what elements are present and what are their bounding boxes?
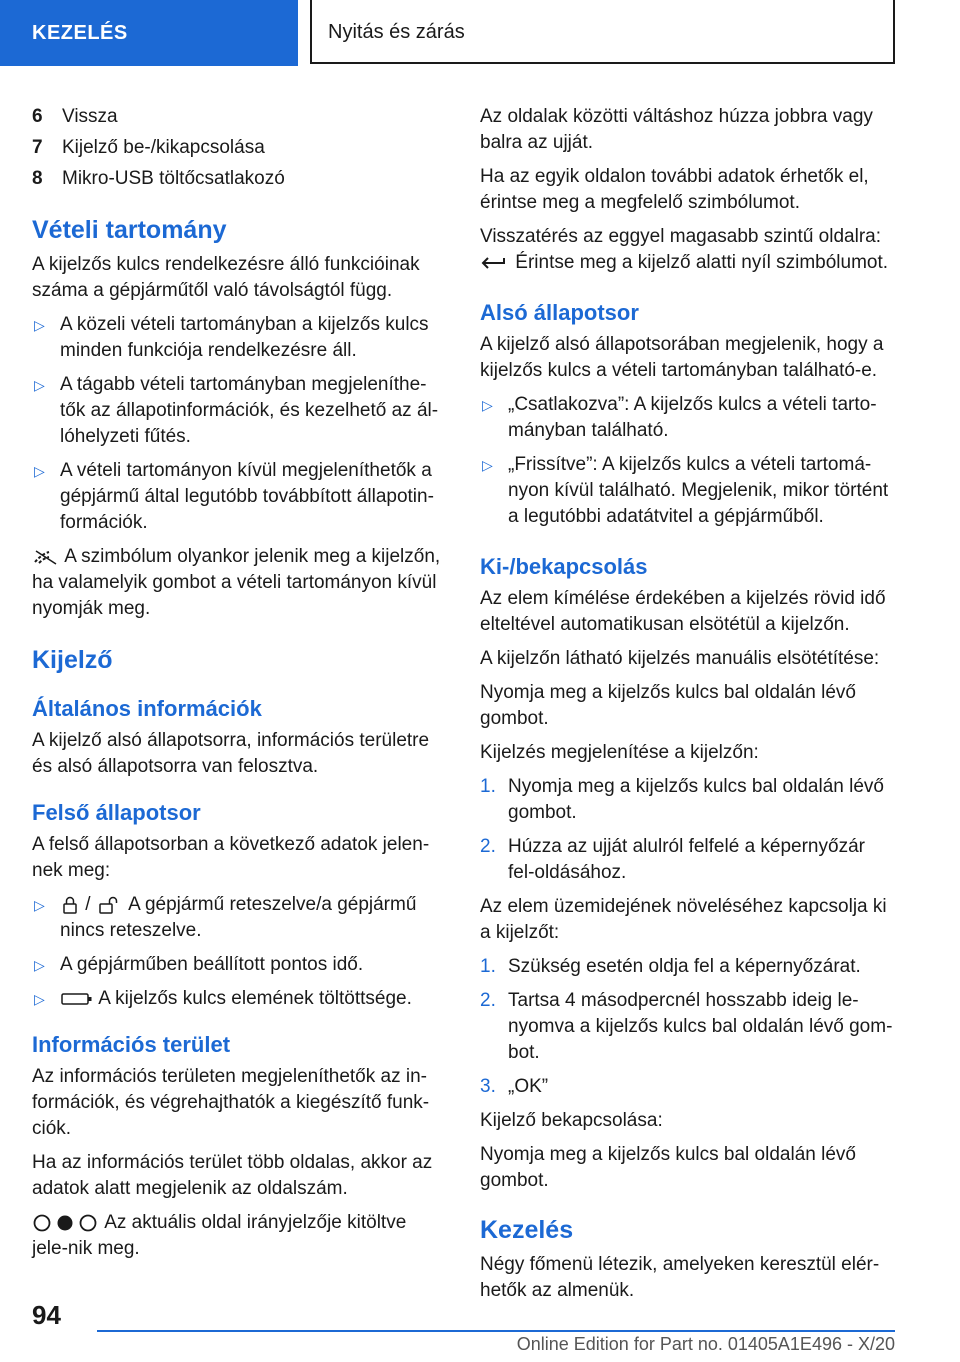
paragraph: Ha az egyik oldalon további adatok érhetők el, érintse meg a megfelelő szimbólumot. [480, 166, 869, 213]
paragraph: Nyomja meg a kijelzős kulcs bal oldalán lévő gombot. [480, 1144, 856, 1191]
list-item: ▷ / A gépjármű reteszelve/a gépjármű nincs reteszelve. [34, 894, 417, 941]
upper-status-list [32, 892, 442, 1012]
paragraph: Az elem üzemidejének növeléséhez kapcsolja ki a kijelzőt: [480, 896, 887, 943]
lower-status-list [480, 392, 895, 530]
heading-general-info: Általános információk [32, 696, 262, 721]
extend-steps-list [480, 954, 895, 1100]
paragraph: Az elem kímélése érdekében a kijelzés rövid idő elteltével automatikusan elsötétül a kijelzőn. [480, 588, 886, 635]
list-item: ▷ A közeli vételi tartományban a kijelzős kulcs minden funkciója rendelkezésre áll. [34, 314, 429, 361]
heading-operation: Kezelés [480, 1216, 574, 1244]
paragraph-page-indicator: Az aktuális oldal irányjelzője kitöltve jele-nik meg. [32, 1212, 407, 1259]
paragraph: Ha az információs terület több oldalas, akkor az adatok alatt megjelenik az oldalszám. [32, 1152, 433, 1199]
chapter-title: Nyitás és zárás [310, 0, 895, 64]
show-steps-list [480, 774, 895, 886]
out-of-range-signal-icon [32, 548, 60, 566]
paragraph: Négy főmenü létezik, amelyeken keresztül elér-hetők az almenük. [480, 1254, 880, 1301]
heading-upper-status-bar: Felső állapotsor [32, 800, 201, 825]
paragraph-symbol: A szimbólum olyankor jelenik meg a kijelzőn, ha valamelyik gombot a vételi tartományon kívül nyomják meg. [32, 546, 441, 619]
battery-icon [60, 991, 94, 1007]
left-column [32, 104, 442, 1270]
list-item: 3. „OK” [480, 1076, 549, 1097]
triangle-bullet-icon: ▷ [34, 463, 45, 479]
legend-item: 7 Kijelző be-/kikapcsolása [32, 137, 265, 158]
triangle-bullet-icon: ▷ [482, 457, 493, 473]
heading-on-off: Ki-/bekapcsolás [480, 554, 648, 579]
heading-info-area: Információs terület [32, 1032, 231, 1057]
triangle-bullet-icon: ▷ [34, 317, 45, 333]
heading-lower-status-bar: Alsó állapotsor [480, 300, 639, 325]
paragraph: A felső állapotsorban a következő adatok jelen-nek meg: [32, 834, 430, 881]
triangle-bullet-icon: ▷ [34, 957, 45, 973]
triangle-bullet-icon: ▷ [34, 991, 45, 1007]
list-item: 1. Szükség esetén oldja fel a képernyőzárat. [480, 956, 861, 977]
page-indicator-dots-icon [32, 1213, 100, 1233]
heading-reception-range: Vételi tartomány [32, 216, 227, 244]
lock-closed-icon [60, 895, 80, 915]
paragraph: A kijelzőn látható kijelzés manuális elsötétítése: [480, 648, 880, 669]
section-tab: KEZELÉS [0, 0, 298, 66]
list-item: 2. Húzza az ujját alulról felfelé a képernyőzár fel-oldásához. [480, 836, 865, 883]
paragraph: Az oldalak közötti váltáshoz húzza jobbra vagy balra az ujját. [480, 106, 873, 153]
legend-item: 6 Vissza [32, 106, 118, 127]
lock-open-icon [96, 895, 124, 915]
legend-item: 8 Mikro-USB töltőcsatlakozó [32, 168, 285, 189]
reception-list [32, 312, 442, 536]
list-item: ▷ A vételi tartományon kívül megjeleníthetők a gépjármű által legutóbb továbbított állapotin-formációk. [34, 460, 434, 533]
paragraph: A kijelző alsó állapotsorra, információs területre és alsó állapotsorra van felosztva. [32, 730, 430, 777]
triangle-bullet-icon: ▷ [34, 897, 45, 913]
page-number: 94 [32, 1300, 61, 1330]
paragraph: Nyomja meg a kijelzős kulcs bal oldalán lévő gombot. [480, 682, 856, 729]
list-item: 1. Nyomja meg a kijelzős kulcs bal oldalán lévő gombot. [480, 776, 884, 823]
footer-divider [97, 1330, 895, 1332]
list-item: ▷ A gépjárműben beállított pontos idő. [32, 952, 442, 978]
triangle-bullet-icon: ▷ [482, 397, 493, 413]
page-header [0, 0, 960, 66]
list-item: ▷ A kijelzős kulcs elemének töltöttsége. [32, 986, 442, 1012]
right-column [480, 104, 895, 1312]
back-arrow-icon [480, 254, 510, 272]
list-item: 2. Tartsa 4 másodpercnél hosszabb ideig le-nyomva a kijelzős kulcs bal oldalán lévő gom-bot. [480, 990, 893, 1063]
list-item: ▷ A tágabb vételi tartományban megjeleníthe-tők az állapotinformációk, és kezelhető az ál-lóhelyzeti fűtés. [34, 374, 439, 447]
paragraph: Az információs területen megjeleníthetők az in-formációk, és végrehajthatók a kiegészítő funk-ciók. [32, 1066, 430, 1139]
paragraph: A kijelzős kulcs rendelkezésre álló funkcióinak száma a gépjárműtől való távolságtól függ. [32, 254, 420, 301]
list-item: ▷ „Frissítve”: A kijelzős kulcs a vételi tartomá-nyon kívül található. Megjelenik, mikor történt a legutóbbi adatátvitel a gépjárműből. [482, 454, 889, 527]
list-item: ▷ „Csatlakozva”: A kijelzős kulcs a vételi tarto-mányban található. [482, 394, 877, 441]
triangle-bullet-icon: ▷ [34, 377, 45, 393]
footer-edition: Online Edition for Part no. 01405A1E496 - X/20 [516, 1334, 895, 1354]
paragraph: Visszatérés az eggyel magasabb szintű oldalra: Érintse meg a kijelző alatti nyíl szimbólumot. [480, 226, 889, 273]
paragraph: Kijelzés megjelenítése a kijelzőn: [480, 742, 759, 763]
paragraph: Kijelző bekapcsolása: [480, 1110, 663, 1131]
paragraph: A kijelző alsó állapotsorában megjelenik, hogy a kijelzős kulcs a vételi tartományban található-e. [480, 334, 884, 381]
heading-display: Kijelző [32, 646, 113, 674]
